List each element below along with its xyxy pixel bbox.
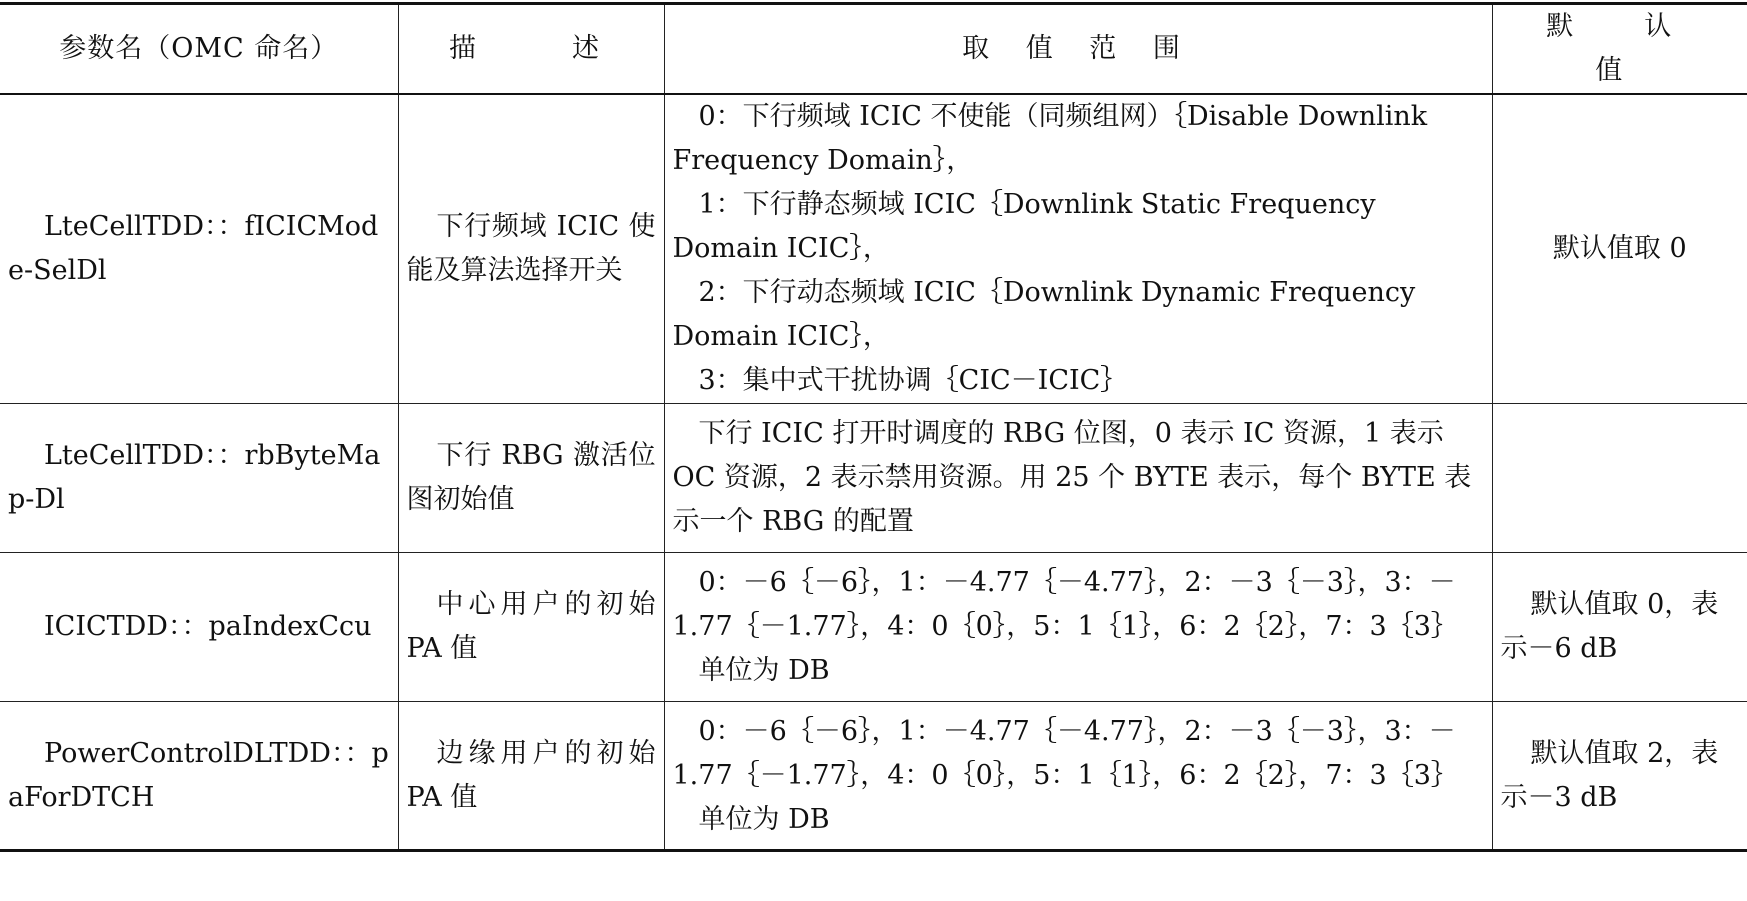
- header-default-value: 默 认 值: [1492, 4, 1747, 95]
- parameter-table: [0, 2, 1747, 852]
- range-text: 0：－6｛－6｝，1：－4.77｛－4.77｝，2：－3｛－3｝，3：－1.77｛－1.77｝，4：0｛0｝，5：1｛1｝，6：2｛2｝，7：3｛3｝: [672, 567, 1458, 642]
- table-body: [0, 94, 1747, 851]
- range-text: 2：下行动态频域 ICIC｛Downlink Dynamic Frequency Domain ICIC｝，: [672, 277, 1416, 352]
- range-text: 1：下行静态频域 ICIC｛Downlink Static Frequency Domain ICIC｝，: [672, 189, 1376, 264]
- table-row: [0, 702, 1747, 851]
- range-text: 下行 ICIC 打开时调度的 RBG 位图，0 表示 IC 资源，1 表示 OC 资源，2 表示禁用资源。用 25 个 BYTE 表示，每个 BYTE 表示一个 RBG 的配置: [672, 418, 1472, 537]
- range-text: 单位为 DB: [698, 803, 830, 835]
- description-cell: 边缘用户的初始 PA 值: [398, 702, 664, 851]
- param-name-cell: ICICTDD：：paIndexCcu: [0, 553, 398, 702]
- table-header: [0, 4, 1747, 95]
- header-value-range: 取 值 范 围: [664, 4, 1492, 95]
- default-value-cell: [1492, 404, 1747, 553]
- value-range-cell: [664, 553, 1492, 702]
- value-range-cell: [664, 702, 1492, 851]
- param-name-cell: LteCellTDD：：fICICMode-SelDl: [0, 94, 398, 404]
- table-row: [0, 94, 1747, 404]
- range-text: 3：集中式干扰协调｛CIC－ICIC｝: [698, 365, 1128, 396]
- header-row: [0, 4, 1747, 95]
- range-text: 单位为 DB: [698, 655, 830, 686]
- default-value-cell: 默认值取 0，表示－6 dB: [1492, 553, 1747, 702]
- param-name-cell: PowerControlDLTDD：：paForDTCH: [0, 702, 398, 851]
- value-range-cell: [664, 94, 1492, 404]
- header-description: 描 述: [398, 4, 664, 95]
- default-value-cell: 默认值取 0: [1492, 94, 1747, 404]
- param-name-cell: LteCellTDD：：rbByteMap-Dl: [0, 404, 398, 553]
- range-text: 0：－6｛－6｝，1：－4.77｛－4.77｝，2：－3｛－3｝，3：－1.77｛－1.77｝，4：0｛0｝，5：1｛1｝，6：2｛2｝，7：3｛3｝: [672, 715, 1458, 791]
- table-row: [0, 404, 1747, 553]
- header-param-name: 参数名（OMC 命名）: [0, 4, 398, 95]
- description-cell: 下行频域 ICIC 使能及算法选择开关: [398, 94, 664, 404]
- default-value-cell: 默认值取 2，表示－3 dB: [1492, 702, 1747, 851]
- description-cell: 下行 RBG 激活位图初始值: [398, 404, 664, 553]
- value-range-cell: [664, 404, 1492, 553]
- table-row: [0, 553, 1747, 702]
- description-cell: 中心用户的初始 PA 值: [398, 553, 664, 702]
- range-text: 0：下行频域 ICIC 不使能（同频组网）｛Disable Downlink Frequency Domain｝，: [672, 101, 1428, 176]
